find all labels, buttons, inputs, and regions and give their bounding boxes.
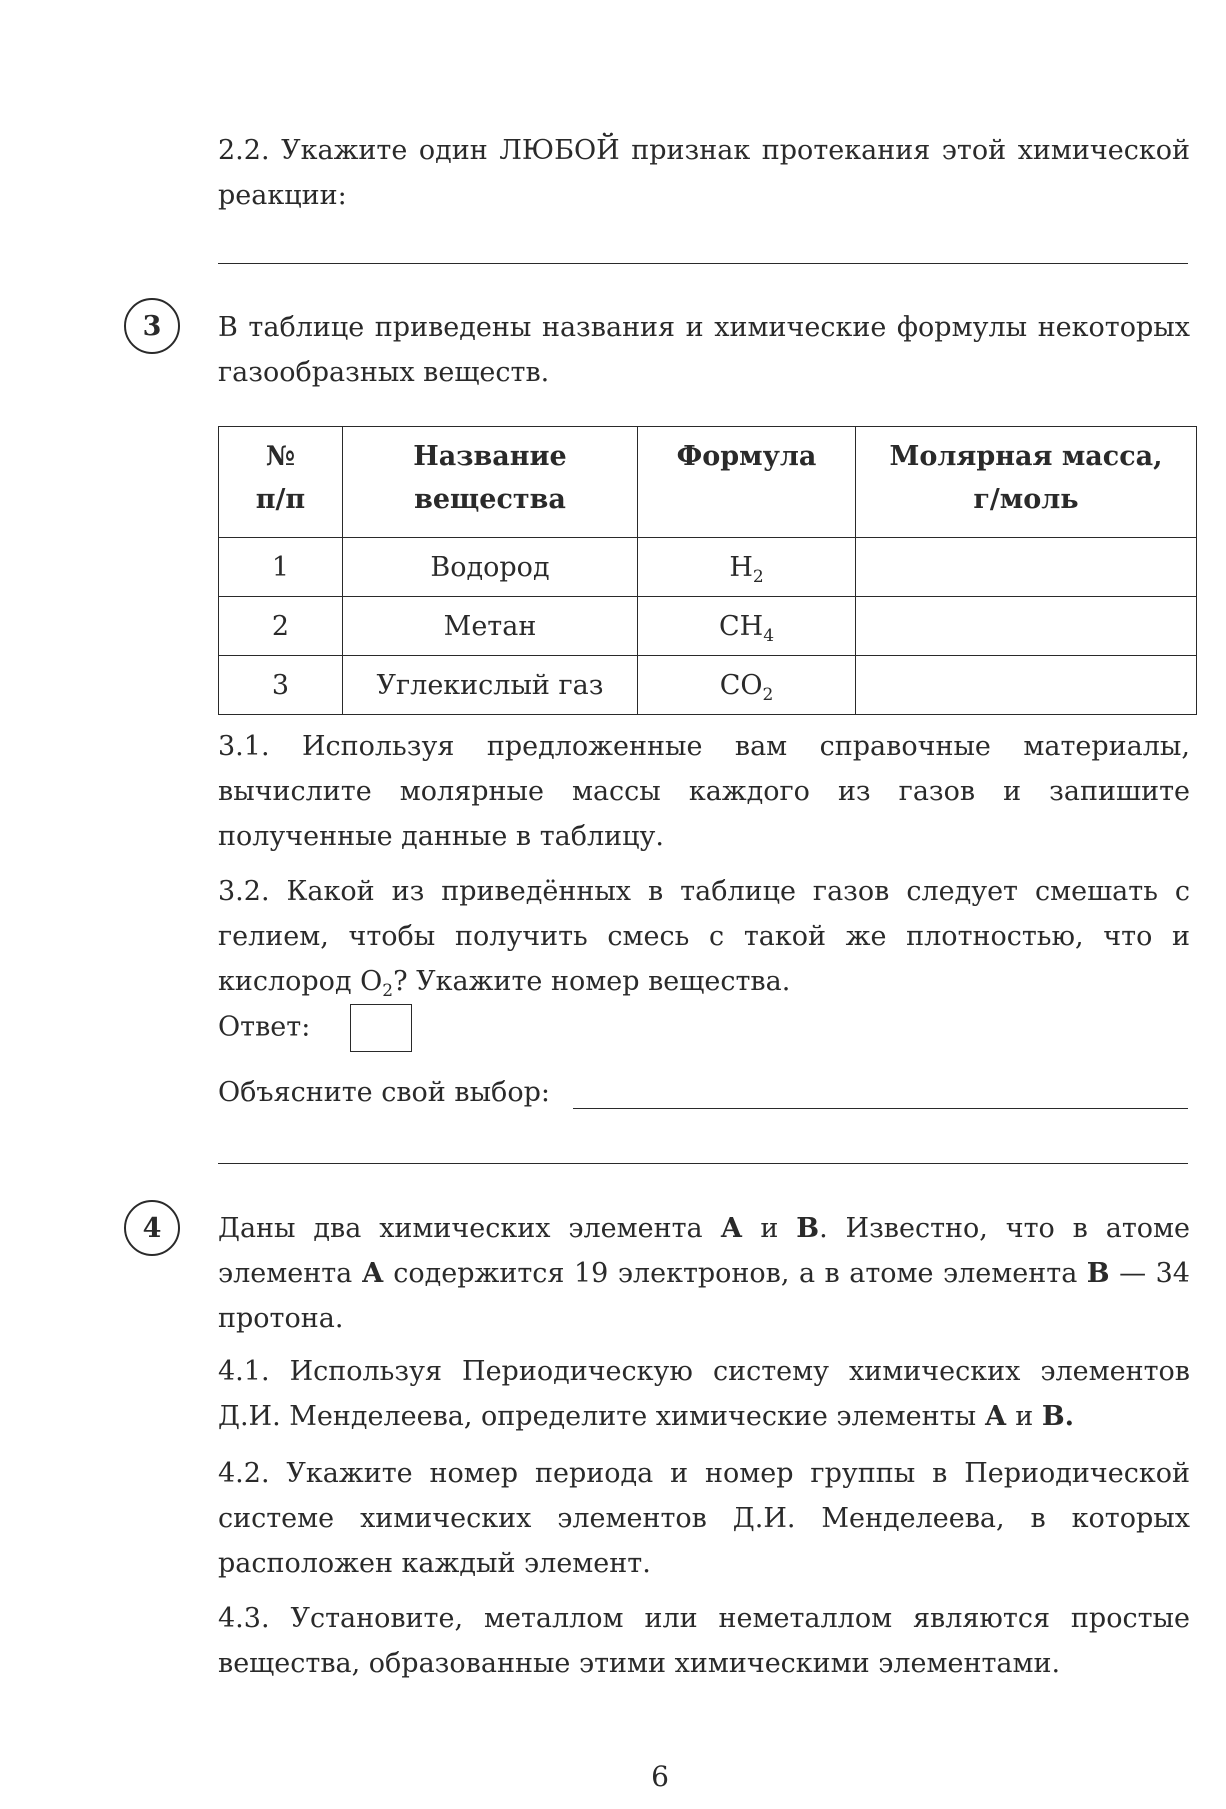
explain-line-2[interactable] [218,1163,1188,1164]
table-row [219,538,1197,597]
table-header-row [219,427,1197,538]
question-3-2-part1: 3.2. Какой из приведённых в таблице газов следует смешать с гелием, чтобы получить смесь с такой же плотностью, что и кислород O [218,876,1190,997]
row-formula [638,538,856,597]
question-4-intro [218,1206,1190,1341]
question-2-2 [218,128,1190,218]
question-3-intro [218,305,1190,395]
row-molar-mass-cell[interactable] [856,597,1197,656]
q4-intro-part3: содержится 19 электронов, а в атоме элемента [383,1258,1087,1289]
header-name-line2: вещества [414,484,566,515]
q4-intro-part4: — 34 протона. [218,1258,1190,1334]
q4-1-end: . [1064,1401,1075,1432]
row-number: 1 [219,538,343,597]
q4-1-and: и [1006,1401,1042,1432]
explain-label: Объясните свой выбор: [218,1077,550,1108]
oxygen-subscript: 2 [382,981,394,1001]
formula-base: CH [718,610,764,642]
explain-line-1[interactable] [573,1108,1188,1109]
answer-label: Ответ: [218,1011,311,1043]
row-substance-name: Углекислый газ [343,656,638,715]
row-formula [638,656,856,715]
formula-subscript: 2 [752,566,764,587]
header-molar-mass [856,427,1197,538]
row-molar-mass-cell[interactable] [856,656,1197,715]
table-row [219,656,1197,715]
question-number-4 [124,1200,180,1256]
question-3-2 [218,869,1190,1004]
formula-base: CO [719,669,763,701]
page-number: 6 [651,1760,669,1793]
row-molar-mass-cell[interactable] [856,538,1197,597]
table-row [219,597,1197,656]
q4-intro-part1: Даны два химических элемента [218,1213,721,1244]
gas-table [218,426,1197,715]
element-b: В [796,1213,820,1244]
row-substance-name: Водород [343,538,638,597]
header-formula-label: Формула [676,441,817,472]
element-a: А [361,1258,384,1289]
explain-row [218,1070,550,1116]
question-3-2-text [218,869,1190,1004]
q4-intro-part2: . Известно, что в атоме элемента [218,1213,1190,1289]
q4-1-part1: 4.1. Используя Периодическую систему химических элементов Д.И. Менделеева, определите химические элементы [218,1356,1190,1432]
question-3-1-text: 3.1. Используя предложенные вам справочные материалы, вычислите молярные массы каждого из газов и запишите полученные данные в таблицу. [218,731,1190,852]
header-number-line1: № [265,441,296,472]
header-name [343,427,638,538]
question-4-2-text: 4.2. Укажите номер периода и номер группы в Периодической системе химических элементов Д.И. Менделеева, в которых расположен каждый элемент. [218,1458,1190,1579]
row-substance-name: Метан [343,597,638,656]
element-b: В [1041,1401,1065,1432]
question-3-intro-text: В таблице приведены названия и химические формулы некоторых газообразных веществ. [218,312,1190,388]
q4-and: и [742,1213,797,1244]
answer-box[interactable] [350,1004,412,1052]
formula-subscript: 2 [762,684,774,705]
row-formula [638,597,856,656]
question-3-1 [218,724,1190,859]
element-a: А [984,1401,1007,1432]
header-name-line1: Название [413,441,567,472]
header-mass-line2: г/моль [973,484,1079,515]
element-a: А [720,1213,743,1244]
row-number: 3 [219,656,343,715]
header-number-line2: п/п [255,484,306,515]
question-4-3-text: 4.3. Установите, металлом или неметаллом являются простые вещества, образованные этими химическими элементами. [218,1603,1190,1679]
formula-subscript: 4 [763,625,775,646]
question-number-4-label: 4 [142,1212,162,1244]
row-number: 2 [219,597,343,656]
header-number [219,427,343,538]
question-2-2-text: 2.2. Укажите один ЛЮБОЙ признак протекания этой химической реакции: [218,135,1190,211]
header-mass-line1: Молярная масса, [889,441,1163,472]
question-4-2 [218,1451,1190,1586]
answer-line-2-2[interactable] [218,263,1188,264]
question-number-3 [124,298,180,354]
question-4-1 [218,1349,1190,1439]
question-number-3-label: 3 [142,310,162,342]
question-4-intro-text [218,1206,1190,1341]
element-b: В [1086,1258,1110,1289]
question-3-2-part2: ? Укажите номер вещества. [393,966,791,997]
answer-row [218,1004,412,1052]
header-formula [638,427,856,538]
question-4-1-text [218,1349,1190,1439]
question-4-3 [218,1596,1190,1686]
formula-base: H [729,551,753,583]
